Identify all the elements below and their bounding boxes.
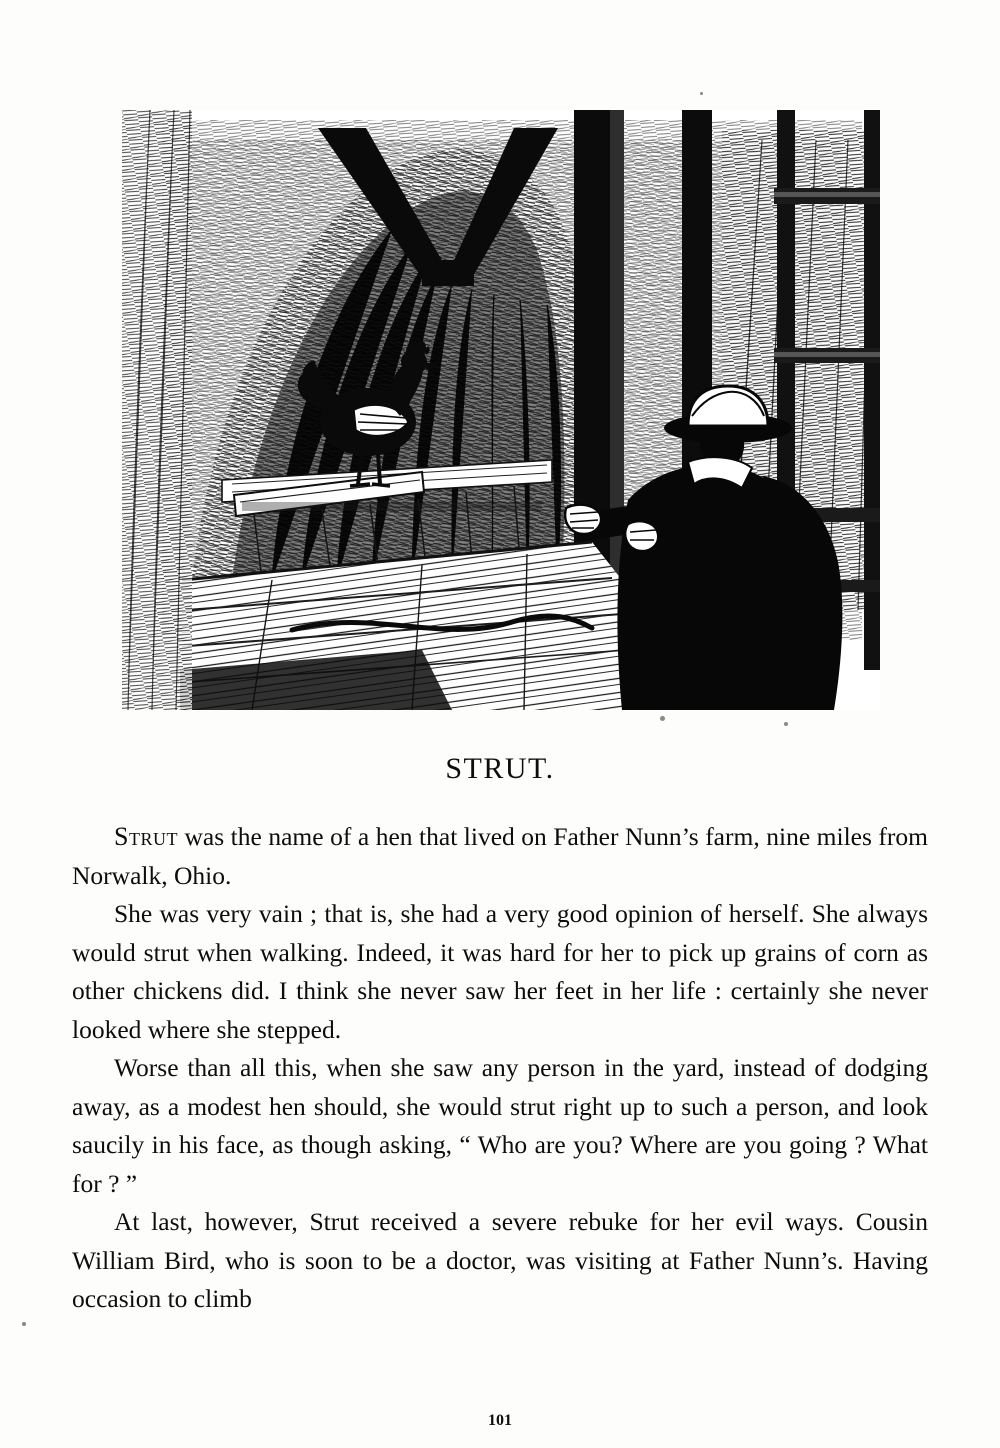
story-illustration xyxy=(122,110,880,710)
illustration-artwork xyxy=(122,110,880,710)
scan-speck xyxy=(22,1322,26,1326)
scan-speck xyxy=(784,722,788,726)
paragraph-3: Worse than all this, when she saw any person in the yard, instead of dodging away, as a modest hen should, she would strut right up to such a person, and look saucily in his face, as though asking, “ Who are you? Where are you going ? What for ? ” xyxy=(72,1053,928,1198)
scan-speck xyxy=(700,92,703,95)
paragraph-1-lead: Strut xyxy=(114,822,178,851)
scan-speck xyxy=(660,716,665,721)
paragraph-1 xyxy=(72,818,928,895)
paragraph-2: She was very vain ; that is, she had a very good opinion of herself. She always would strut when walking. Indeed, it was hard for her to pick up grains of corn as other chickens did. I think she never saw her feet in her life : certainly she never looked where she stepped. xyxy=(72,899,928,1044)
story-body xyxy=(72,818,928,1319)
page-title: STRUT. xyxy=(445,752,555,785)
paragraph-4: At last, however, Strut received a severe rebuke for her evil ways. Cousin William Bird, who is soon to be a doctor, was visiting at Father Nunn’s. Having occasion to climb xyxy=(72,1207,928,1313)
paragraph-1-text: was the name of a hen that lived on Father Nunn’s farm, nine miles from Norwalk, Ohio. xyxy=(72,822,928,890)
page-number: 101 xyxy=(488,1412,512,1429)
